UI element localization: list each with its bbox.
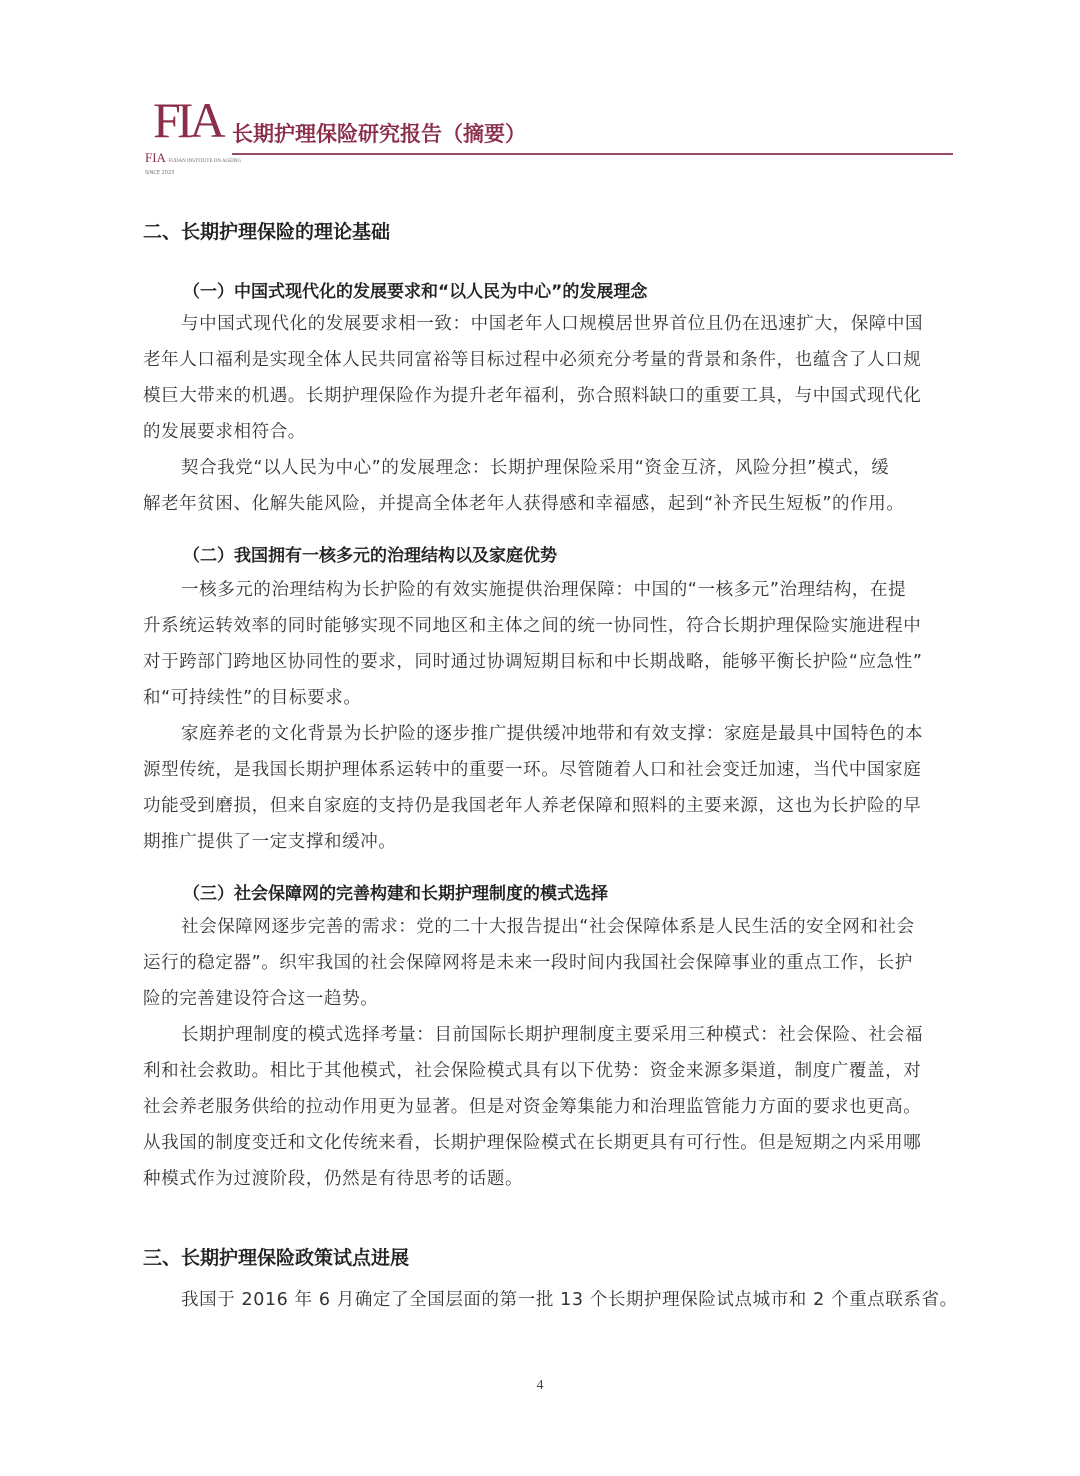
paragraph-line: 家庭养老的文化背景为长护险的逐步推广提供缓冲地带和有效支撑：家庭是最具中国特色的本 [181, 724, 924, 744]
paragraph [143, 716, 955, 860]
fia-logo [143, 92, 242, 184]
paragraph [143, 572, 955, 716]
paragraph-line: 社会养老服务供给的拉动作用更为显著。但是对资金筹集能力和治理监管能力方面的要求也更高。 [143, 1097, 922, 1117]
page-number: 4 [536, 1378, 544, 1393]
paragraph-line: 源型传统，是我国长期护理体系运转中的重要一环。尽管随着人口和社会变迁加速，当代中国家庭 [143, 760, 922, 780]
paragraph-line: 利和社会救助。相比于其他模式，社会保险模式具有以下优势：资金来源多渠道，制度广覆盖，对 [143, 1061, 922, 1081]
paragraph-line: 的发展要求相符合。 [143, 422, 306, 442]
subsection-heading: （三）社会保障网的完善构建和长期护理制度的模式选择 [183, 884, 608, 904]
paragraph-line: 升系统运转效率的同时能够实现不同地区和主体之间的统一协同性，符合长期护理保险实施进程中 [143, 616, 922, 636]
paragraph [143, 1017, 955, 1197]
logo-small-text: FUDAN INSTITUTE ON AGEING [168, 159, 242, 164]
paragraph-line: 模巨大带来的机遇。长期护理保险作为提升老年福利，弥合照料缺口的重要工具，与中国式现代化 [143, 386, 922, 406]
paragraph [143, 1282, 958, 1318]
paragraph-line: 种模式作为过渡阶段，仍然是有待思考的话题。 [143, 1169, 524, 1189]
report-title: 长期护理保险研究报告（摘要） [232, 121, 526, 146]
paragraph-line: 险的完善建设符合这一趋势。 [143, 989, 379, 1009]
paragraph-line: 老年人口福利是实现全体人民共同富裕等目标过程中必须充分考量的背景和条件，也蕴含了人口规 [143, 350, 922, 370]
subsection-heading: （一）中国式现代化的发展要求和“以人民为中心”的发展理念 [183, 282, 648, 302]
paragraph [143, 909, 955, 1017]
logo-mark: FIA [153, 92, 222, 148]
paragraph-line: 期推广提供了一定支撑和缓冲。 [143, 832, 397, 852]
paragraph-line: 运行的稳定器”。织牢我国的社会保障网将是未来一段时间内我国社会保障事业的重点工作，长护 [143, 953, 913, 973]
section-heading: 二、长期护理保险的理论基础 [143, 221, 391, 243]
paragraph-line: 从我国的制度变迁和文化传统来看，长期护理保险模式在长期更具有可行性。但是短期之内采用哪 [143, 1133, 922, 1153]
paragraph-line: 功能受到磨损，但来自家庭的支持仍是我国老年人养老保障和照料的主要来源，这也为长护险的早 [143, 796, 922, 816]
paragraph-line: 对于跨部门跨地区协同性的要求，同时通过协调短期目标和中长期战略，能够平衡长护险“应急性” [143, 652, 923, 672]
paragraph [143, 450, 955, 522]
paragraph-line: 长期护理制度的模式选择考量：目前国际长期护理制度主要采用三种模式：社会保险、社会福 [181, 1025, 924, 1045]
subsection-heading: （二）我国拥有一核多元的治理结构以及家庭优势 [183, 546, 557, 566]
paragraph-line: 我国于 2016 年 6 月确定了全国层面的第一批 13 个长期护理保险试点城市和 2 个重点联系省。 [181, 1290, 958, 1310]
paragraph-line: 解老年贫困、化解失能风险，并提高全体老年人获得感和幸福感，起到“补齐民生短板”的作用。 [143, 494, 905, 514]
paragraph-line: 社会保障网逐步完善的需求：党的二十大报告提出“社会保障体系是人民生活的安全网和社会 [181, 917, 915, 937]
logo-text: FIA [145, 150, 166, 165]
paragraph-line: 契合我党“以人民为中心”的发展理念：长期护理保险采用“资金互济，风险分担”模式，缓 [181, 458, 890, 478]
logo-since: SINCE 2023 [145, 170, 175, 176]
paragraph-line: 一核多元的治理结构为长护险的有效实施提供治理保障：中国的“一核多元”治理结构，在提 [181, 580, 907, 600]
section-heading: 三、长期护理保险政策试点进展 [143, 1247, 410, 1269]
paragraph-line: 和“可持续性”的目标要求。 [143, 688, 362, 708]
paragraph-line: 与中国式现代化的发展要求相一致：中国老年人口规模居世界首位且仍在迅速扩大，保障中国 [181, 314, 924, 334]
paragraph [143, 306, 955, 450]
header-divider [232, 153, 953, 155]
